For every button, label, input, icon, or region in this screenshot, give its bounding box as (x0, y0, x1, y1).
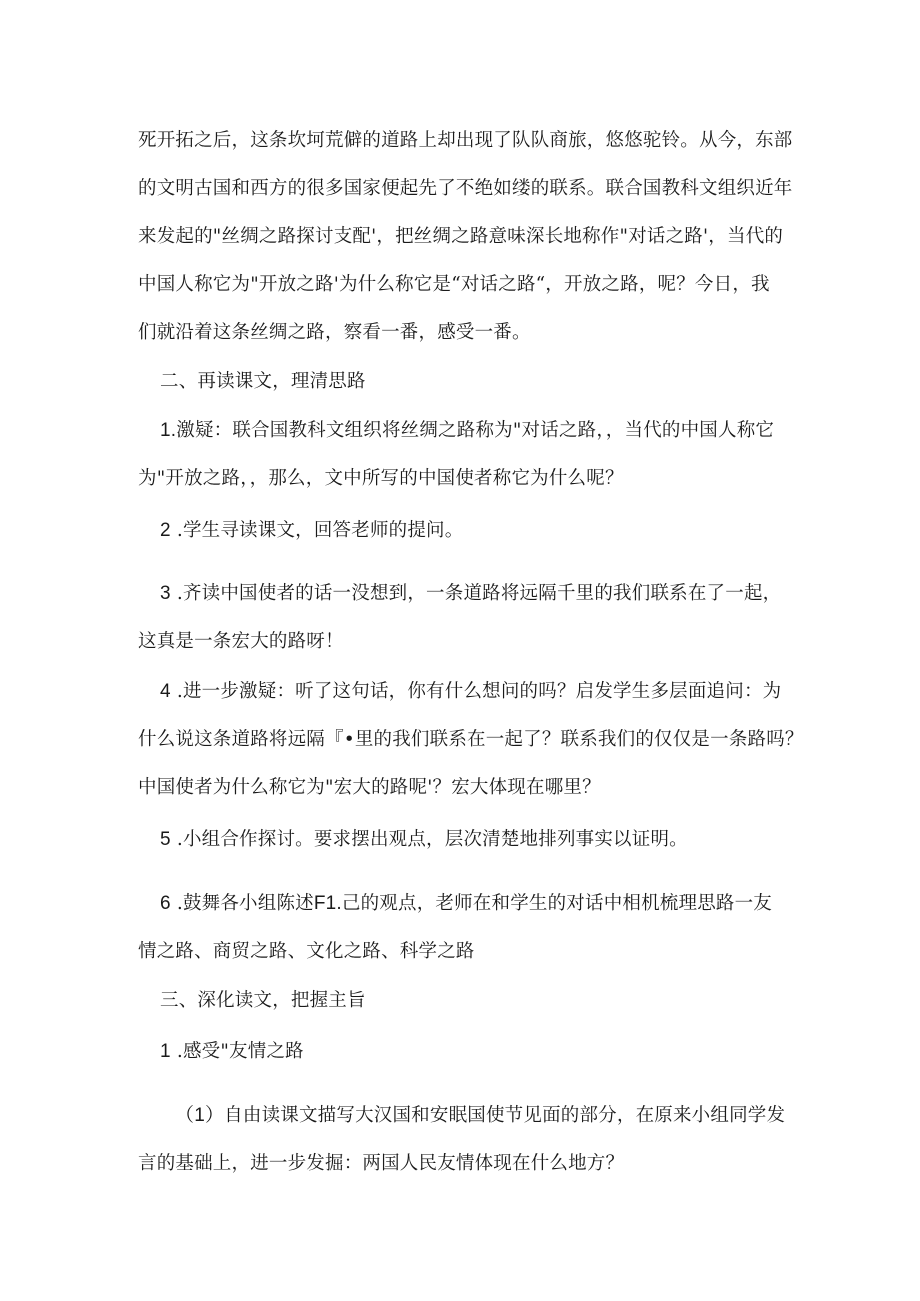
item-6-number: 6 (160, 893, 171, 914)
item-6-line-1 (160, 892, 810, 916)
item-2-number: 2 (160, 520, 171, 541)
intro-line-3: 来发起的"丝绸之路探讨支配'，把丝绸之路意味深长地称作"对话之路'，当代的 (138, 226, 784, 247)
item-1-text: 激疑：联合国教科文组织将丝绸之路称为"对话之路，，当代的中国人称它 (176, 420, 775, 441)
intro-line-5: 们就沿着这条丝绸之路，察看一番，感受一番。 (138, 322, 531, 343)
item-2-text: .学生寻读课文，回答老师的提问。 (170, 520, 464, 541)
item-5-text: .小组合作探讨。要求摆出观点，层次清楚地排列事实以证明。 (170, 829, 688, 850)
item-6-text-b: F1. (313, 893, 342, 914)
section-2-heading: 二、再读课文，理清思路 (160, 371, 366, 392)
sub-item-1-line-1 (175, 1104, 825, 1128)
item-1-line-2: 为"开放之路，，那么，文中所写的中国使者称它为什么呢？ (138, 468, 624, 489)
item-5-number: 5 (160, 829, 171, 850)
item-4-line-1 (160, 680, 810, 704)
item-6-line-2: 情之路、商贸之路、文化之路、科学之路 (138, 941, 475, 962)
section-3-item-1-number: 1 (160, 1041, 171, 1062)
item-3-line-1 (160, 582, 810, 606)
item-4-text: .进一步激疑：听了这句话，你有什么想问的吗？启发学生多层面追问：为 (170, 681, 782, 702)
item-6-text-c: 己的观点，老师在和学生的对话中相机梳理思路一友 (341, 893, 773, 914)
item-3-text: .齐读中国使者的话一没想到，一条道路将远隔千里的我们联系在了一起， (170, 583, 782, 604)
item-4-number: 4 (160, 681, 171, 702)
section-3-item-1-text: .感受"友情之路 (170, 1041, 304, 1062)
item-2 (160, 519, 810, 543)
intro-line-2: 的文明古国和西方的很多国家便起先了不绝如缕的联系。联合国教科文组织近年 (138, 178, 793, 199)
section-3-heading: 三、深化读文，把握主旨 (160, 990, 366, 1011)
item-3-number: 3 (160, 583, 171, 604)
sub-item-1-line-2: 言的基础上，进一步发掘：两国人民友情体现在什么地方？ (138, 1153, 625, 1174)
intro-line-1: 死开拓之后，这条坎坷荒僻的道路上却出现了队队商旅，悠悠驼铃。从今，东部 (138, 130, 793, 151)
sub-item-1-text: 自由读课文描写大汉国和安眠国使节见面的部分，在原来小组同学发 (224, 1105, 786, 1126)
item-5 (160, 828, 810, 852)
intro-line-4: 中国人称它为"开放之路'为什么称它是“对话之路“，开放之路，呢？今日，我 (138, 274, 770, 295)
sub-item-1-number: （1） (175, 1105, 225, 1126)
item-6-text-a: .鼓舞各小组陈述 (170, 893, 314, 914)
item-4-line-2: 什么说这条道路将远隔『•里的我们联系在一起了？联系我们的仅仅是一条路吗？ (138, 729, 804, 750)
item-1-number: 1. (160, 420, 177, 441)
item-3-line-2: 这真是一条宏大的路呀！ (138, 631, 344, 652)
item-1-line-1 (160, 419, 810, 443)
item-4-line-3: 中国使者为什么称它为"宏大的路呢'？宏大体现在哪里？ (138, 777, 601, 798)
section-3-item-1 (160, 1040, 810, 1064)
